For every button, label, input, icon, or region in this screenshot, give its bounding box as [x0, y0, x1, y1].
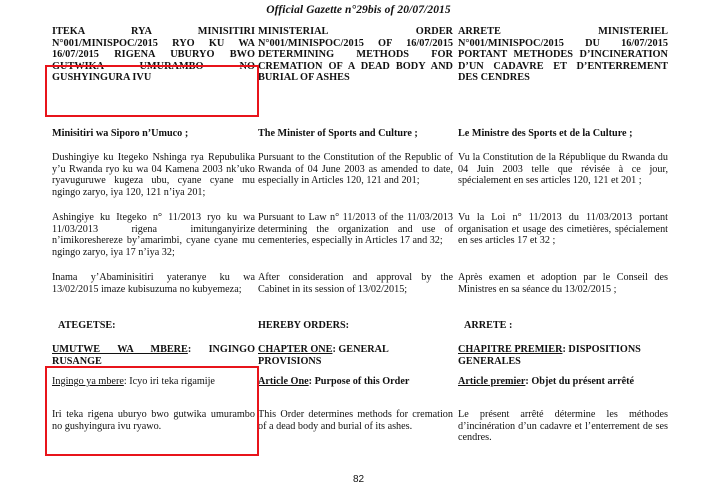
chapter-rest: : INGINGO RUSANGE	[52, 344, 256, 367]
preamble-law: Ashingiye ku Itegeko n° 11/2013 ryo ku wa 11/03/2013 rigena imitunganyirize n’imikoreshereze by’amarimbi, cyane cyane mu ngingo zaryo, iya 17 n’iya 32;	[52, 212, 255, 258]
order-title: ITEKA RYA MINISITIRI N°001/MINISPOC/2015 RYO KU WA 16/07/2015 RIGENA UBURYO BWO GUTWIKA UMURAMBO NO GUSHYINGURA IVU	[52, 26, 255, 83]
orders-heading: HEREBY ORDERS:	[258, 320, 350, 331]
chapter-rest: : GENERAL PROVISIONS	[258, 344, 389, 367]
article-text: Le présent arrêté détermine les méthodes d’incinération d’un cadavre et l’enterrement de ses cendres.	[458, 409, 668, 444]
preamble-law: Vu la Loi n° 11/2013 du 11/03/2013 portant organisation et usage des cimetières, spécialement en ses articles 17 et 32 ;	[458, 212, 668, 247]
article-text: Iri teka rigena uburyo bwo gutwika umurambo no gushyingura ivu ryawo.	[52, 409, 255, 432]
article-label: Article premier	[458, 376, 526, 387]
column-kinyarwanda	[52, 0, 255, 495]
column-english	[258, 0, 453, 495]
article-rest: : Purpose of this Order	[308, 376, 410, 387]
preamble-cabinet: Après examen et adoption par le Conseil des Ministres en sa séance du 13/02/2015 ;	[458, 272, 668, 295]
gazette-header: Official Gazette n°29bis of 20/07/2015	[266, 4, 451, 16]
minister-line: Minisitiri wa Siporo n’Umuco ;	[52, 128, 189, 139]
article-label: Article One	[258, 376, 309, 387]
column-french	[458, 0, 668, 495]
preamble-cabinet: Inama y’Abaminisitiri yateranye ku wa 13/02/2015 imaze kubisuzuma no kubyemeza;	[52, 272, 255, 295]
order-title: MINISTERIAL ORDER N°001/MINISPOC/2015 OF 16/07/2015 DETERMINING METHODS FOR CREMATION OF A DEAD BODY AND BURIAL OF ASHES	[258, 26, 453, 83]
article-heading	[52, 376, 255, 388]
chapter-heading	[52, 344, 255, 367]
article-rest: : Icyo iri teka rigamije	[123, 376, 215, 387]
chapter-label: UMUTWE WA MBERE	[52, 344, 188, 355]
preamble-constitution: Pursuant to the Constitution of the Republic of Rwanda of 04 June 2003 as amended to date, especially in Articles 120, 121 and 201;	[258, 152, 453, 187]
minister-line: The Minister of Sports and Culture ;	[258, 128, 418, 139]
preamble-constitution: Dushingiye ku Itegeko Nshinga rya Repubulika y’u Rwanda ryo ku wa 04 Kamena 2003 nk’uko ryavuguruwe kugeza ubu, cyane cyane mu ngingo zaryo, iya 120, 121 n’iya 201;	[52, 152, 255, 198]
article-heading	[258, 376, 453, 388]
chapter-heading	[258, 344, 453, 367]
article-label: Ingingo ya mbere	[52, 376, 124, 387]
article-text: This Order determines methods for cremation of a dead body and burial of its ashes.	[258, 409, 453, 432]
orders-heading: ARRETE :	[464, 320, 513, 331]
article-rest: : Objet du présent arrêté	[525, 376, 635, 387]
preamble-law: Pursuant to Law n° 11/2013 of the 11/03/2013 determining the organization and use of cementeries, especially in Articles 17 and 32;	[258, 212, 453, 247]
page-number: 82	[352, 474, 365, 485]
chapter-label: CHAPTER ONE	[258, 344, 333, 355]
chapter-label: CHAPITRE PREMIER	[458, 344, 563, 355]
chapter-rest: : DISPOSITIONS GENERALES	[458, 344, 641, 367]
preamble-constitution: Vu la Constitution de la République du Rwanda du 04 Juin 2003 telle que révisée à ce jour, spécialement en ses articles 120, 121 et 201 ;	[458, 152, 668, 187]
orders-heading: ATEGETSE:	[58, 320, 116, 331]
article-heading	[458, 376, 668, 388]
chapter-heading	[458, 344, 668, 367]
minister-line: Le Ministre des Sports et de la Culture ;	[458, 128, 633, 139]
order-title: ARRETE MINISTERIEL N°001/MINISPOC/2015 DU 16/07/2015 PORTANT METHODES D’INCINERATION D’UN CADAVRE ET D’ENTERREMENT DES CENDRES	[458, 26, 668, 83]
preamble-cabinet: After consideration and approval by the Cabinet in its session of 13/02/2015;	[258, 272, 453, 295]
